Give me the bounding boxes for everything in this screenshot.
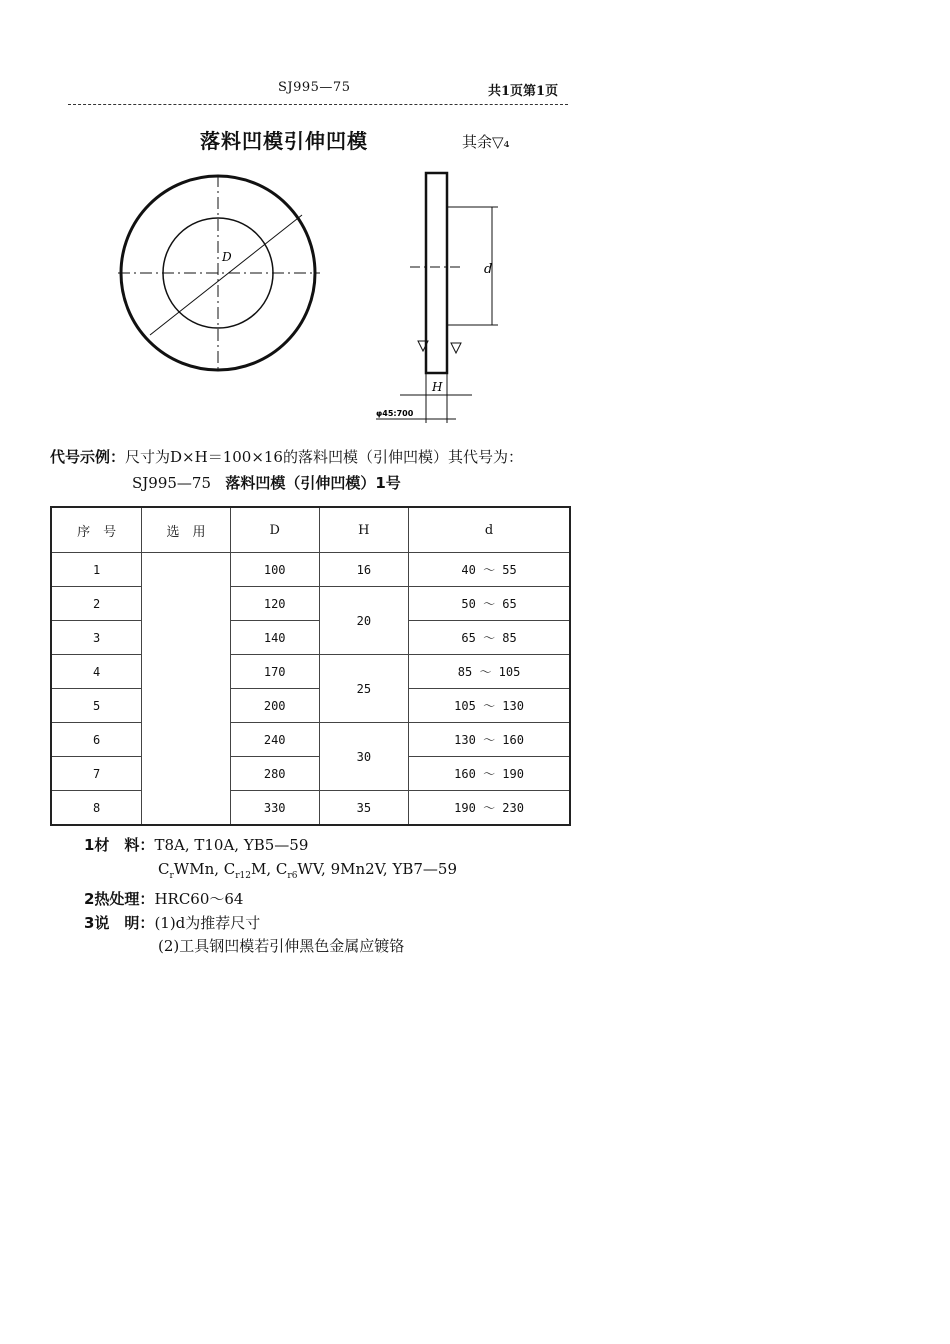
heat-treatment-note	[84, 888, 457, 912]
cell-no: 1	[51, 553, 142, 587]
heat-text: HRC60～64	[154, 890, 244, 908]
code-example-label: 代号示例：	[50, 448, 126, 466]
die-drawing	[110, 165, 510, 435]
col-header-H: H	[319, 507, 409, 553]
cell-D: 280	[230, 757, 319, 791]
cell-no: 5	[51, 689, 142, 723]
dimension-table	[50, 506, 571, 826]
table-row	[51, 655, 570, 689]
cell-D: 200	[230, 689, 319, 723]
cell-no: 8	[51, 791, 142, 826]
code-value-name: 落料凹模（引伸凹模）1号	[225, 474, 401, 492]
table-row	[51, 757, 570, 791]
code-value-standard: SJ995—75	[132, 474, 212, 492]
cell-select	[142, 553, 231, 826]
cell-H: 35	[319, 791, 409, 826]
cell-H: 16	[319, 553, 409, 587]
notes-section	[84, 834, 457, 959]
page-title: 落料凹模引伸凹模	[200, 129, 368, 153]
cell-H: 20	[319, 587, 409, 655]
cell-d: 85 ～ 105	[409, 655, 570, 689]
cell-no: 6	[51, 723, 142, 757]
header-rule	[68, 104, 568, 105]
cell-d: 105 ～ 130	[409, 689, 570, 723]
page-indicator: 共1页第1页	[488, 84, 559, 99]
thickness-label: H	[432, 380, 443, 394]
remark-2: (2)工具钢凹模若引伸黑色金属应镀铬	[158, 937, 405, 955]
cell-d: 190 ～ 230	[409, 791, 570, 826]
cell-no: 2	[51, 587, 142, 621]
standard-code: SJ995—75	[278, 80, 351, 95]
remark-1: (1)d为推荐尺寸	[154, 913, 261, 932]
cell-D: 100	[230, 553, 319, 587]
table-row	[51, 689, 570, 723]
diameter-line	[150, 215, 302, 335]
code-example-text: 尺寸为D×H＝100×16的落料凹模（引伸凹模）其代号为：	[125, 448, 523, 466]
cell-D: 170	[230, 655, 319, 689]
cell-d: 130 ～ 160	[409, 723, 570, 757]
remark-note	[84, 912, 457, 936]
table-row	[51, 553, 570, 587]
cell-H: 30	[319, 723, 409, 791]
cell-D: 240	[230, 723, 319, 757]
cell-d: 50 ～ 65	[409, 587, 570, 621]
table-row	[51, 587, 570, 621]
code-example	[50, 446, 523, 467]
material-label: 1材 料：	[84, 836, 155, 854]
code-example-value	[132, 472, 401, 493]
heat-label: 2热处理：	[84, 890, 155, 908]
col-header-no: 序 号	[51, 507, 142, 553]
material-line-1: T8A, T10A, YB5—59	[154, 836, 309, 854]
cell-no: 7	[51, 757, 142, 791]
table-header-row	[51, 507, 570, 553]
cell-d: 160 ～ 190	[409, 757, 570, 791]
cell-d: 40 ～ 55	[409, 553, 570, 587]
surface-roughness-note: 其余▽₄	[462, 133, 510, 151]
diameter-label: D	[222, 250, 232, 264]
cell-d: 65 ～ 85	[409, 621, 570, 655]
material-line-2: $C_rWMn$, $C_{r12}M$, $C_{r6}WV$, 9Mn2V, YB7—59	[158, 859, 457, 881]
remark-label: 3说 明：	[84, 913, 155, 932]
cell-no: 3	[51, 621, 142, 655]
cell-H: 25	[319, 655, 409, 723]
cell-no: 4	[51, 655, 142, 689]
col-header-select: 选 用	[142, 507, 231, 553]
col-header-d: d	[409, 507, 570, 553]
table-row	[51, 791, 570, 826]
cell-D: 140	[230, 621, 319, 655]
table-row	[51, 621, 570, 655]
bore-dia-label: d	[484, 262, 493, 277]
cell-D: 330	[230, 791, 319, 826]
table-row	[51, 723, 570, 757]
material-note	[84, 834, 457, 858]
scale-label: φ45:700	[376, 409, 414, 418]
col-header-D: D	[230, 507, 319, 553]
front-view	[118, 175, 320, 371]
cell-D: 120	[230, 587, 319, 621]
